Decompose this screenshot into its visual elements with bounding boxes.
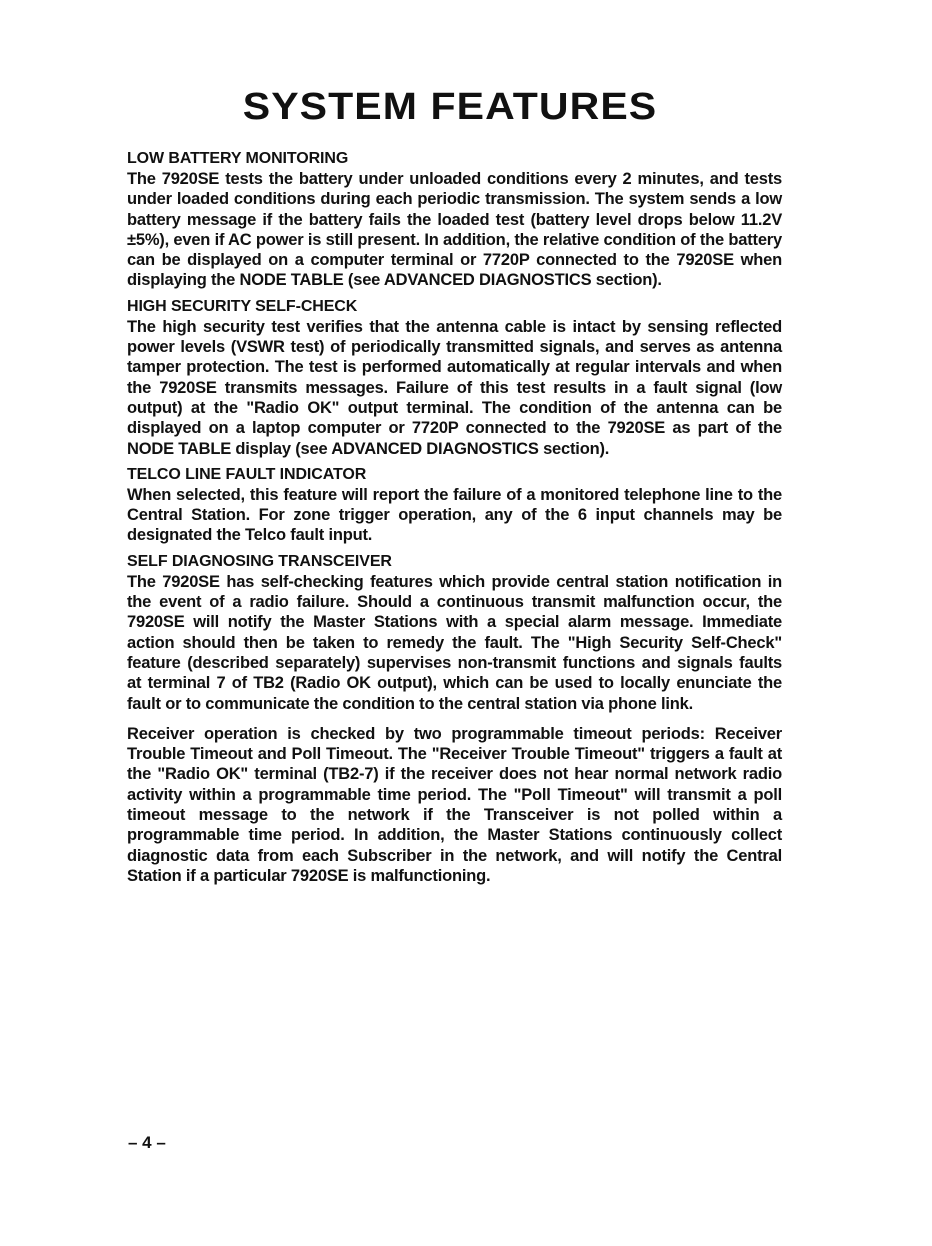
section-heading: HIGH SECURITY SELF-CHECK [127,297,358,315]
section-heading: TELCO LINE FAULT INDICATOR [127,465,367,483]
section-paragraph: The 7920SE tests the battery under unloaded conditions every 2 minutes, and tests under loaded conditions during each periodic transmission. The system sends a low battery message if the battery fails the loaded test (battery level drops below 11.2V ±5%), even if AC power is still present. In addition, the relative condition of the battery can be displayed on a computer terminal or 7720P connected to the 7920SE when displaying the NODE TABLE (see ADVANCED DIAGNOSTICS section). [127,170,782,290]
section-low-battery-monitoring [127,149,782,291]
section-high-security-self-check [127,297,782,459]
section-paragraph: Receiver operation is checked by two programmable timeout periods: Receiver Trouble Timeout and Poll Timeout. The "Receiver Trouble Timeout" triggers a fault at the "Radio OK" terminal (TB2-7) if the receiver does not hear normal network radio activity within a programmable time period. The "Poll Timeout" will transmit a poll timeout message to the network if the Transceiver is not polled within a programmable time period. In addition, the Master Stations continuously collect diagnostic data from each Subscriber in the network, and will notify the Central Station if a particular 7920SE is malfunctioning. [127,724,782,885]
body-content [127,149,782,892]
section-paragraph: The 7920SE has self-checking features which provide central station notification in the event of a radio failure. Should a continuous transmit malfunction occur, the 7920SE will notify the Master Stations with a special alarm message. Immediate action should then be taken to remedy the fault. The "High Security Self-Check" feature (described separately) supervises non-transmit functions and signals faults at terminal 7 of TB2 (Radio OK output), which can be used to locally enunciate the fault or to communicate the condition to the central station via phone link. [127,572,782,713]
section-telco-line-fault-indicator [127,465,782,546]
section-self-diagnosing-transceiver [127,552,782,886]
page-title: SYSTEM FEATURES [242,86,658,128]
section-paragraph: The high security test verifies that the antenna cable is intact by sensing reflected power levels (VSWR test) of periodically transmitted signals, and serves as antenna tamper protection. The test is performed automatically at regular intervals and when the 7920SE transmits messages. Failure of this test results in a fault signal (low output) at the "Radio OK" output terminal. The condition of the antenna can be displayed on a laptop computer or 7720P connected to the 7920SE as part of the NODE TABLE display (see ADVANCED DIAGNOSTICS section). [127,317,782,458]
section-heading: SELF DIAGNOSING TRANSCEIVER [127,552,392,570]
section-heading: LOW BATTERY MONITORING [127,150,349,167]
page-number: – 4 – [128,1133,166,1152]
section-paragraph: When selected, this feature will report the failure of a monitored telephone line to the Central Station. For zone trigger operation, any of the 6 input channels may be designated the Telco fault input. [127,485,782,545]
